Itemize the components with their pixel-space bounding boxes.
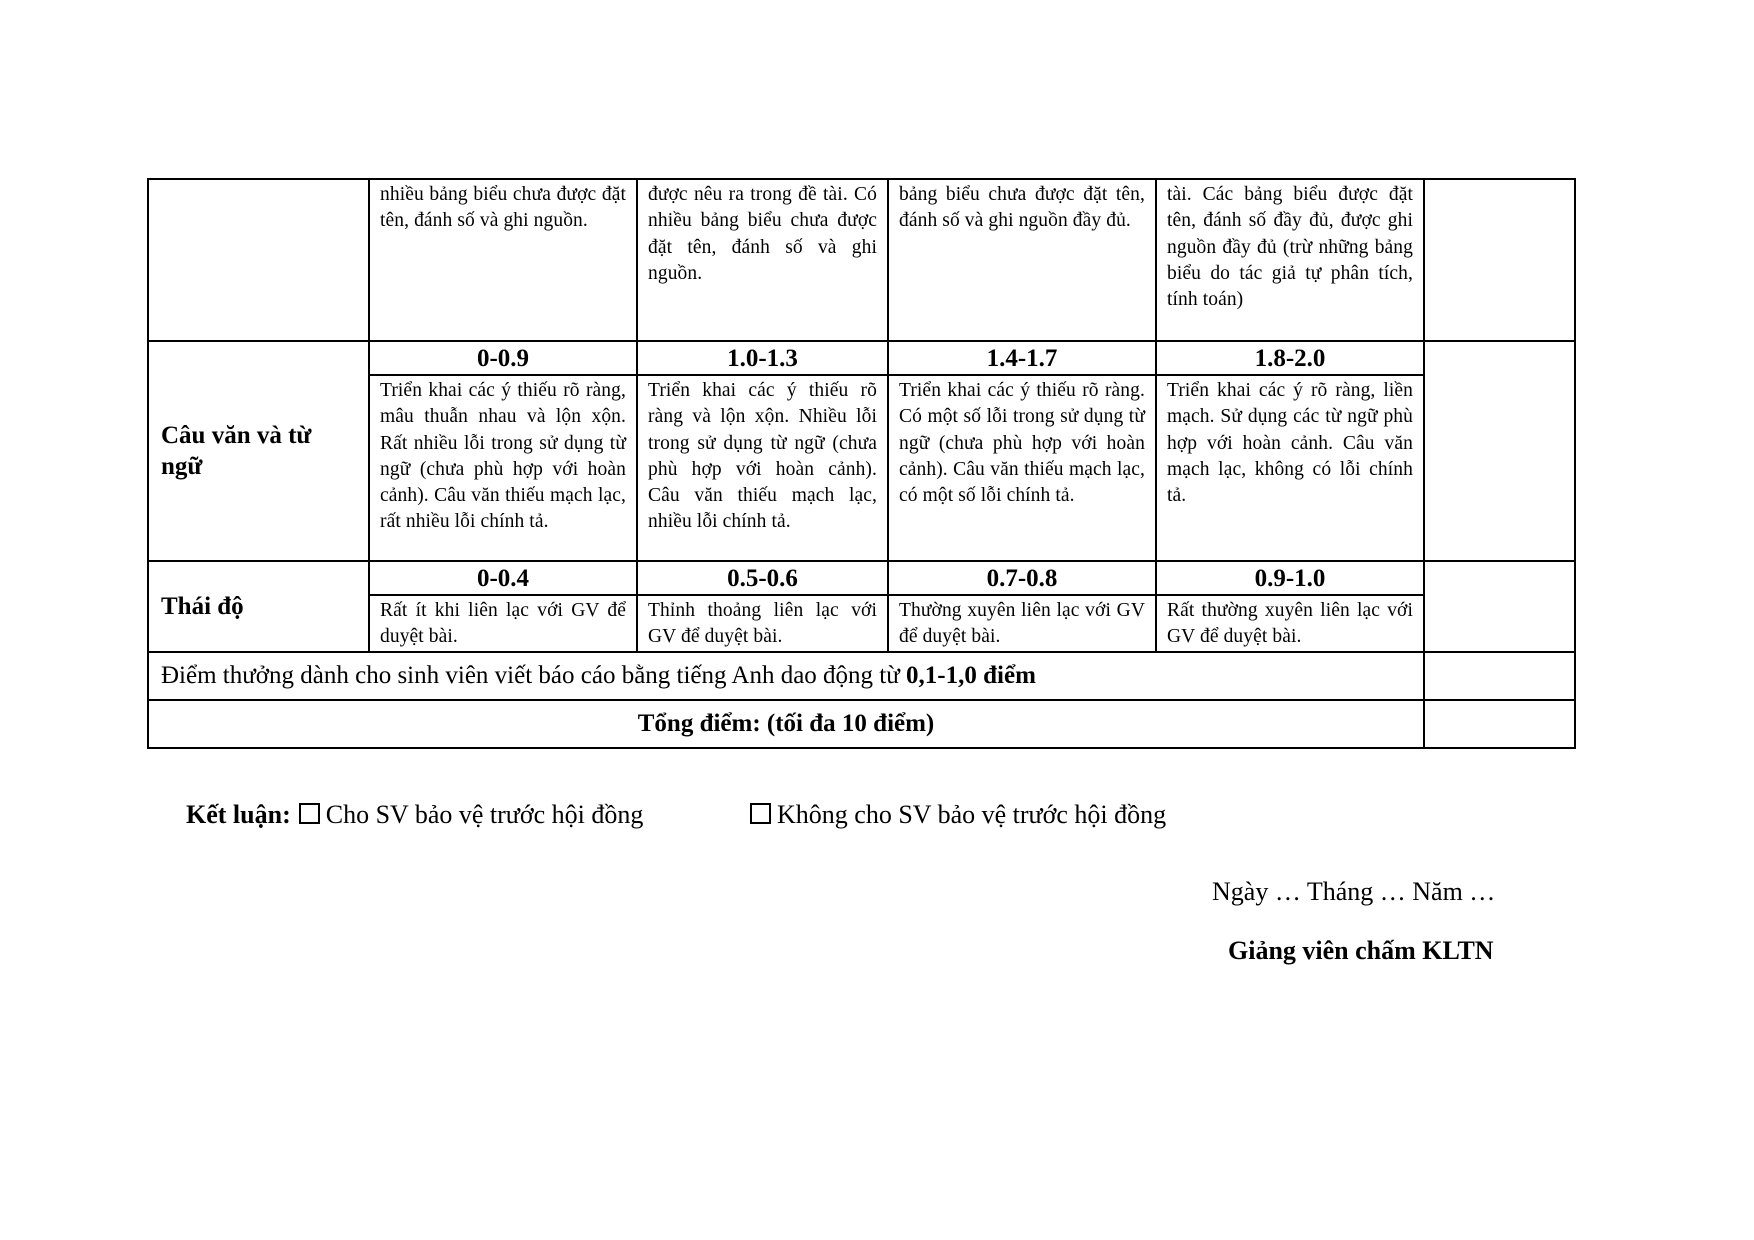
description-cell: Rất ít khi liên lạc với GV để duyệt bài. bbox=[369, 595, 637, 652]
score-entry-cell[interactable] bbox=[1424, 341, 1575, 561]
score-range: 0-0.9 bbox=[369, 341, 637, 375]
score-entry-cell[interactable] bbox=[1424, 700, 1575, 748]
description-cell: Triển khai các ý thiếu rõ ràng. Có một số lỗi trong sử dụng từ ngữ (chưa phù hợp với hoàn cảnh). Câu văn thiếu mạch lạc, có một số lỗi chính tả. bbox=[888, 375, 1156, 561]
total-score-label: Tổng điểm: (tối đa 10 điểm) bbox=[148, 700, 1424, 748]
table-row bbox=[148, 652, 1575, 700]
conclusion bbox=[186, 800, 643, 830]
checkbox-reject[interactable] bbox=[750, 803, 771, 824]
score-entry-cell[interactable] bbox=[1424, 179, 1575, 341]
description-cell: bảng biểu chưa được đặt tên, đánh số và ghi nguồn đầy đủ. bbox=[888, 179, 1156, 341]
score-range: 0.5-0.6 bbox=[637, 561, 888, 595]
description-cell: Triển khai các ý thiếu rõ ràng, mâu thuẫn nhau và lộn xộn. Rất nhiều lỗi trong sử dụng từ ngữ (chưa phù hợp với hoàn cảnh). Câu văn thiếu mạch lạc, rất nhiều lỗi chính tả. bbox=[369, 375, 637, 561]
signer-title: Giảng viên chấm KLTN bbox=[1228, 936, 1494, 965]
conclusion-label: Kết luận: bbox=[186, 800, 291, 829]
description-cell: Rất thường xuyên liên lạc với GV để duyệt bài. bbox=[1156, 595, 1424, 652]
score-range: 0.9-1.0 bbox=[1156, 561, 1424, 595]
criterion-label: Câu văn và từ ngữ bbox=[148, 341, 369, 561]
table-row bbox=[148, 700, 1575, 748]
date-line: Ngày … Tháng … Năm … bbox=[1212, 877, 1496, 906]
table-row bbox=[148, 179, 1575, 341]
table-row bbox=[148, 561, 1575, 595]
conclusion-option-reject bbox=[750, 800, 1166, 830]
description-cell: tài. Các bảng biểu được đặt tên, đánh số đầy đủ, được ghi nguồn đầy đủ (trừ những bảng biểu do tác giả tự phân tích, tính toán) bbox=[1156, 179, 1424, 341]
score-entry-cell[interactable] bbox=[1424, 652, 1575, 700]
bonus-points-row: Điểm thưởng dành cho sinh viên viết báo cáo bằng tiếng Anh dao động từ 0,1-1,0 điểm bbox=[148, 652, 1424, 700]
score-range: 1.0-1.3 bbox=[637, 341, 888, 375]
table-row bbox=[148, 341, 1575, 375]
criterion-label: Thái độ bbox=[148, 561, 369, 652]
description-cell: Thường xuyên liên lạc với GV để duyệt bài. bbox=[888, 595, 1156, 652]
description-cell: được nêu ra trong đề tài. Có nhiều bảng biểu chưa được đặt tên, đánh số và ghi nguồn. bbox=[637, 179, 888, 341]
description-cell: Thỉnh thoảng liên lạc với GV để duyệt bài. bbox=[637, 595, 888, 652]
score-range: 0-0.4 bbox=[369, 561, 637, 595]
grading-rubric-table bbox=[147, 178, 1576, 749]
description-cell: nhiều bảng biểu chưa được đặt tên, đánh số và ghi nguồn. bbox=[369, 179, 637, 341]
option-approve-label: Cho SV bảo vệ trước hội đồng bbox=[325, 800, 644, 829]
checkbox-approve[interactable] bbox=[299, 803, 320, 824]
score-range: 0.7-0.8 bbox=[888, 561, 1156, 595]
description-cell: Triển khai các ý rõ ràng, liền mạch. Sử dụng các từ ngữ phù hợp với hoàn cảnh. Câu văn mạch lạc, không có lỗi chính tả. bbox=[1156, 375, 1424, 561]
score-entry-cell[interactable] bbox=[1424, 561, 1575, 652]
score-range: 1.8-2.0 bbox=[1156, 341, 1424, 375]
score-range: 1.4-1.7 bbox=[888, 341, 1156, 375]
option-reject-label: Không cho SV bảo vệ trước hội đồng bbox=[777, 800, 1167, 829]
description-cell: Triển khai các ý thiếu rõ ràng và lộn xộn. Nhiều lỗi trong sử dụng từ ngữ (chưa phù hợp với hoàn cảnh). Câu văn thiếu mạch lạc, nhiều lỗi chính tả. bbox=[637, 375, 888, 561]
criterion-cell bbox=[148, 179, 369, 341]
